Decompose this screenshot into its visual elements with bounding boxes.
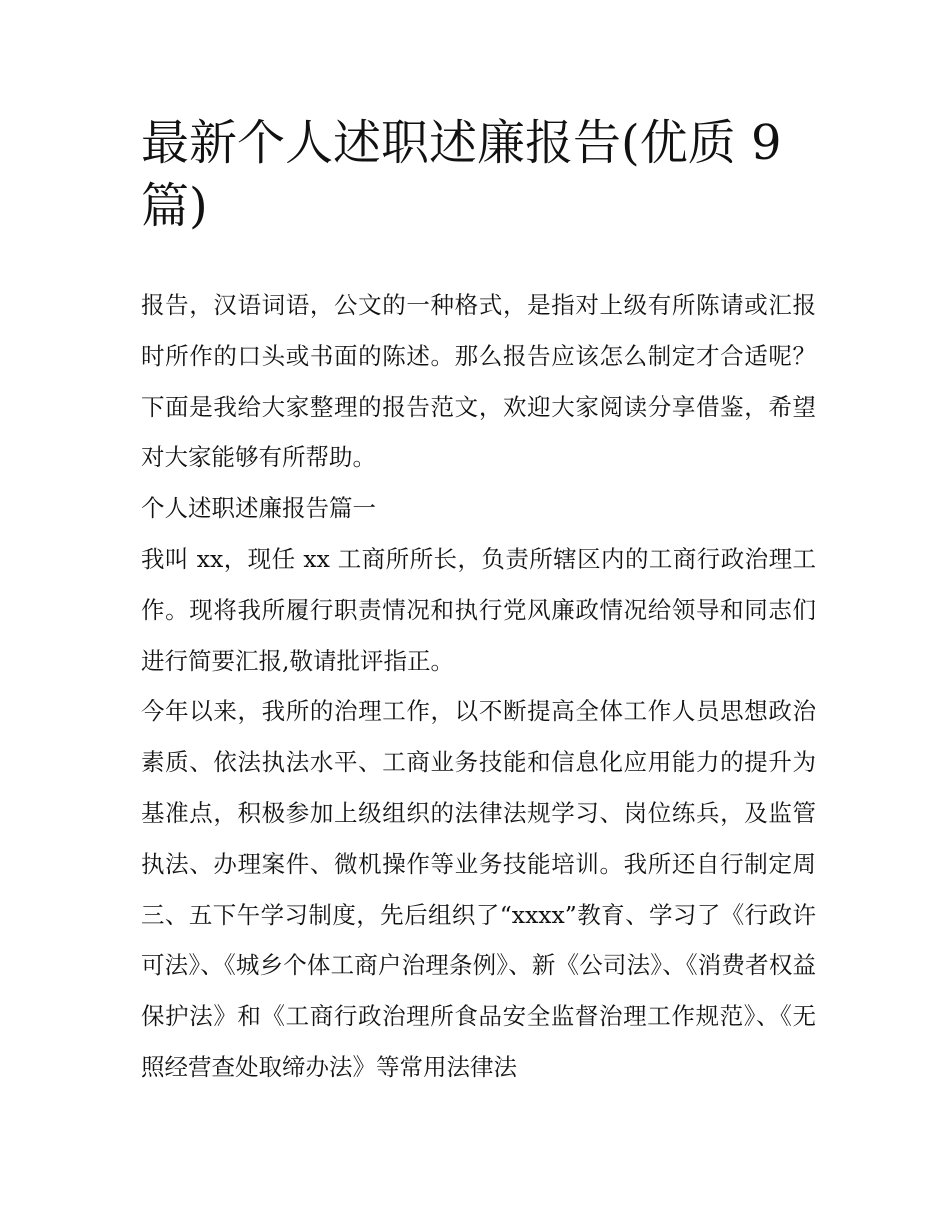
document-title: 最新个人述职述廉报告(优质 9 篇) bbox=[141, 115, 782, 234]
body-paragraph: 今年以来，我所的治理工作，以不断提高全体工作人员思想政治素质、依法执法水平、工商业务技能和信息化应用能力的提升为基准点，积极参加上级组织的法律法规学习、岗位练兵，及监管执法、办理案件、微机操作等业务技能培训。我所还自行制定周三、五下午学习制度，先后组织了“xxxx”教育、学习了《行政许可法》、《城乡个体工商户治理条例》、新《公司法》、《消费者权益保护法》和《工商行政治理所食品安全监督治理工作规范》、《无照经营查处取缔办法》等常用法律法 bbox=[141, 697, 816, 1081]
document-body bbox=[141, 280, 816, 1093]
section-heading: 个人述职述廉报告篇一 bbox=[141, 494, 376, 523]
body-paragraph: 我叫 xx，现任 xx 工商所所长，负责所辖区内的工商行政治理工作。现将我所履行职责情况和执行党风廉政情况给领导和同志们进行简要汇报,敬请批评指正。 bbox=[141, 544, 816, 675]
intro-paragraph: 报告，汉语词语，公文的一种格式，是指对上级有所陈请或汇报时所作的口头或书面的陈述。那么报告应该怎么制定才合适呢？下面是我给大家整理的报告范文，欢迎大家阅读分享借鉴，希望对大家能够有所帮助。 bbox=[141, 291, 816, 472]
